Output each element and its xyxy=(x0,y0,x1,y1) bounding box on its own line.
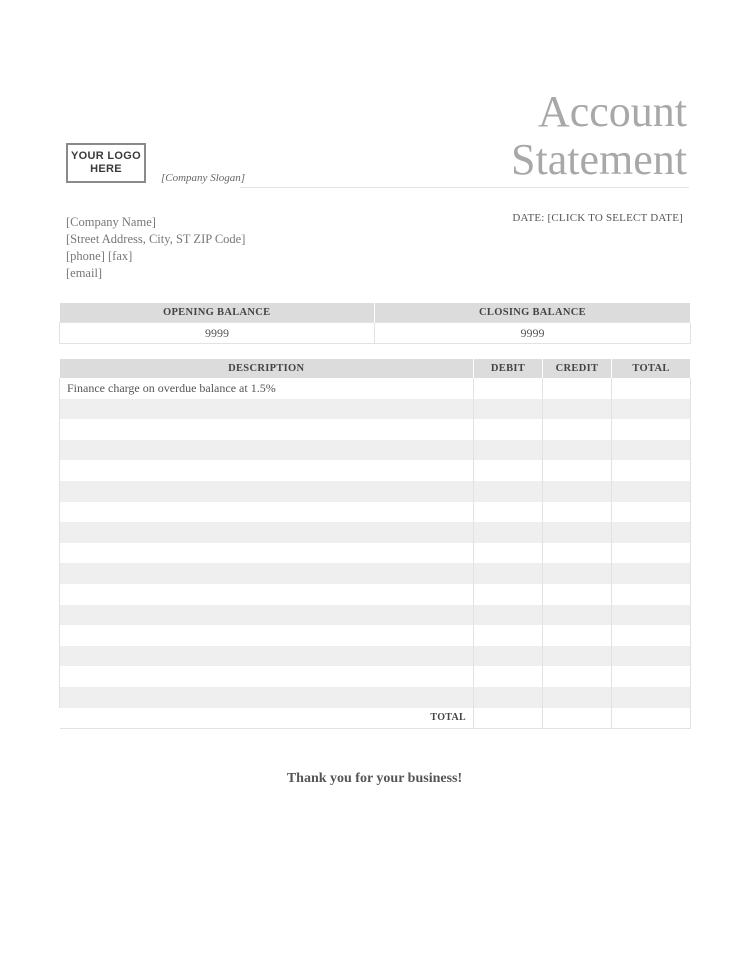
header-divider xyxy=(240,187,689,188)
description-cell[interactable] xyxy=(60,563,474,584)
company-logo-placeholder[interactable] xyxy=(66,143,146,183)
debit-cell[interactable] xyxy=(474,563,543,584)
closing-balance-value[interactable]: 9999 xyxy=(375,323,691,344)
debit-cell[interactable] xyxy=(474,687,543,708)
table-row xyxy=(60,481,691,502)
credit-cell[interactable] xyxy=(543,399,612,420)
company-address[interactable]: [Street Address, City, ST ZIP Code] xyxy=(66,232,246,246)
table-row xyxy=(60,584,691,605)
transactions-table xyxy=(59,359,691,729)
description-header: DESCRIPTION xyxy=(60,359,474,378)
thank-you-message: Thank you for your business! xyxy=(286,771,463,786)
description-cell[interactable] xyxy=(60,625,474,646)
total-cell[interactable] xyxy=(612,522,691,543)
credit-cell[interactable] xyxy=(543,378,612,399)
debit-cell[interactable] xyxy=(474,399,543,420)
description-cell[interactable]: Finance charge on overdue balance at 1.5% xyxy=(60,378,474,399)
debit-total-cell[interactable] xyxy=(474,708,543,729)
table-row xyxy=(60,687,691,708)
description-cell[interactable] xyxy=(60,460,474,481)
credit-total-cell[interactable] xyxy=(543,708,612,729)
totals-row xyxy=(60,708,691,729)
credit-cell[interactable] xyxy=(543,481,612,502)
debit-cell[interactable] xyxy=(474,502,543,523)
company-slogan[interactable]: [Company Slogan] xyxy=(161,172,246,184)
table-row xyxy=(60,460,691,481)
total-cell[interactable] xyxy=(612,625,691,646)
logo-line-2: HERE xyxy=(90,163,122,175)
table-row xyxy=(60,419,691,440)
description-cell[interactable] xyxy=(60,605,474,626)
table-row xyxy=(60,502,691,523)
debit-cell[interactable] xyxy=(474,543,543,564)
table-row xyxy=(60,605,691,626)
debit-cell[interactable] xyxy=(474,460,543,481)
debit-cell[interactable] xyxy=(474,419,543,440)
total-header: TOTAL xyxy=(612,359,691,378)
date-label: DATE: xyxy=(512,212,545,224)
description-cell[interactable] xyxy=(60,666,474,687)
date-picker[interactable]: [CLICK TO SELECT DATE] xyxy=(547,212,683,224)
credit-cell[interactable] xyxy=(543,522,612,543)
company-name[interactable]: [Company Name] xyxy=(66,215,156,229)
table-row xyxy=(60,625,691,646)
total-cell[interactable] xyxy=(612,378,691,399)
grand-total-cell[interactable] xyxy=(612,708,691,729)
credit-cell[interactable] xyxy=(543,460,612,481)
table-row xyxy=(60,378,691,399)
description-cell[interactable] xyxy=(60,687,474,708)
debit-cell[interactable] xyxy=(474,522,543,543)
total-cell[interactable] xyxy=(612,563,691,584)
description-cell[interactable] xyxy=(60,399,474,420)
credit-cell[interactable] xyxy=(543,605,612,626)
description-cell[interactable] xyxy=(60,502,474,523)
total-cell[interactable] xyxy=(612,419,691,440)
debit-cell[interactable] xyxy=(474,625,543,646)
total-cell[interactable] xyxy=(612,399,691,420)
credit-cell[interactable] xyxy=(543,584,612,605)
credit-cell[interactable] xyxy=(543,440,612,461)
total-cell[interactable] xyxy=(612,460,691,481)
credit-cell[interactable] xyxy=(543,646,612,667)
description-cell[interactable] xyxy=(60,584,474,605)
credit-cell[interactable] xyxy=(543,543,612,564)
total-cell[interactable] xyxy=(612,481,691,502)
table-row xyxy=(60,543,691,564)
table-row xyxy=(60,399,691,420)
debit-cell[interactable] xyxy=(474,481,543,502)
total-cell[interactable] xyxy=(612,502,691,523)
credit-cell[interactable] xyxy=(543,625,612,646)
credit-cell[interactable] xyxy=(543,502,612,523)
total-cell[interactable] xyxy=(612,646,691,667)
table-row xyxy=(60,440,691,461)
page-title xyxy=(511,88,687,184)
debit-cell[interactable] xyxy=(474,440,543,461)
total-cell[interactable] xyxy=(612,584,691,605)
opening-balance-value[interactable]: 9999 xyxy=(60,323,375,344)
debit-cell[interactable] xyxy=(474,584,543,605)
description-cell[interactable] xyxy=(60,481,474,502)
debit-header: DEBIT xyxy=(474,359,543,378)
table-row xyxy=(60,646,691,667)
company-email[interactable]: [email] xyxy=(66,266,103,280)
table-row xyxy=(60,563,691,584)
debit-cell[interactable] xyxy=(474,666,543,687)
description-cell[interactable] xyxy=(60,419,474,440)
company-phone-fax[interactable]: [phone] [fax] xyxy=(66,249,133,263)
logo-line-1: YOUR LOGO xyxy=(71,150,141,162)
total-cell[interactable] xyxy=(612,543,691,564)
credit-header: CREDIT xyxy=(543,359,612,378)
credit-cell[interactable] xyxy=(543,687,612,708)
balance-table xyxy=(59,303,691,344)
description-cell[interactable] xyxy=(60,646,474,667)
debit-cell[interactable] xyxy=(474,646,543,667)
title-line-1: Account xyxy=(537,87,687,136)
credit-cell[interactable] xyxy=(543,563,612,584)
description-cell[interactable] xyxy=(60,440,474,461)
description-cell[interactable] xyxy=(60,522,474,543)
opening-balance-header: OPENING BALANCE xyxy=(60,303,375,323)
credit-cell[interactable] xyxy=(543,419,612,440)
description-cell[interactable] xyxy=(60,543,474,564)
total-cell[interactable] xyxy=(612,666,691,687)
debit-cell[interactable] xyxy=(474,378,543,399)
table-row xyxy=(60,666,691,687)
closing-balance-header: CLOSING BALANCE xyxy=(375,303,691,323)
date-field xyxy=(512,212,683,224)
company-info xyxy=(66,214,245,282)
total-label: TOTAL xyxy=(60,708,474,729)
table-row xyxy=(60,522,691,543)
credit-cell[interactable] xyxy=(543,666,612,687)
total-cell[interactable] xyxy=(612,440,691,461)
total-cell[interactable] xyxy=(612,687,691,708)
total-cell[interactable] xyxy=(612,605,691,626)
title-line-2: Statement xyxy=(511,135,687,184)
debit-cell[interactable] xyxy=(474,605,543,626)
